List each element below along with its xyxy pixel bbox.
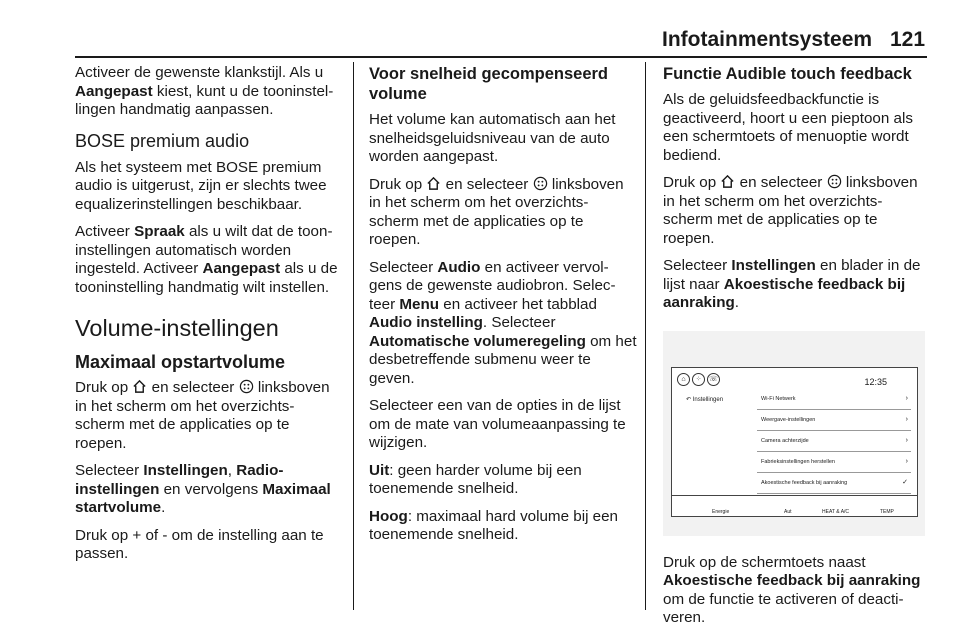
home-icon xyxy=(720,174,735,189)
apps-icon xyxy=(827,174,842,189)
screen-mockup xyxy=(671,367,918,517)
list-item: Weergave-instellingen › xyxy=(757,410,911,431)
column-1 xyxy=(75,64,343,573)
paragraph: Druk op en selecteer linksboven in het scherm om het overzichts-scherm met de applicaties op te roepen. xyxy=(369,175,624,248)
paragraph: Druk op en selecteer linksboven in het scherm om het overzichts-scherm met de applicaties op te roepen. xyxy=(663,174,918,247)
paragraph: Activeer Spraak als u wilt dat de toon-instellingen automatisch worden ingesteld. Activeer Aangepast als u de tooninstelling handmatig wilt instellen. xyxy=(75,223,338,296)
climate-bar: Energie Aut HEAT & A/C TEMP xyxy=(672,495,917,516)
column-divider-2 xyxy=(645,62,646,610)
column-divider-1 xyxy=(353,62,354,610)
apps-icon xyxy=(533,176,548,191)
paragraph: Selecteer Audio en activeer vervol-gens de gewenste audiobron. Selec-teer Menu en activeer het tabblad Audio instelling. Selecteer Automatische volumeregeling om het desbetreffende submenu weer te geven. xyxy=(369,258,637,387)
paragraph: Selecteer een van de opties in de lijst om de mate van volumeaanpassing te wijzigen. xyxy=(369,397,626,451)
page-number: 121 xyxy=(890,28,926,51)
paragraph: Hoog: maximaal hard volume bij een toenemende snelheid. xyxy=(369,507,619,543)
paragraph: Als het systeem met BOSE premium audio is uitgerust, zijn er slechts twee equalizerinstellingen beschikbaar. xyxy=(75,158,327,213)
subheading-max-volume: Maximaal opstartvolume xyxy=(75,352,286,372)
chapter-heading-volume: Volume-instellingen xyxy=(75,315,279,341)
phone-icon: ☏ xyxy=(707,373,720,386)
paragraph: Selecteer Instellingen en blader in de lijst naar Akoestische feedback bij aanraking. xyxy=(663,257,921,311)
apps-icon: ⁘ xyxy=(692,373,705,386)
list-item: Wi-Fi Netwerk › xyxy=(757,389,911,410)
list-item: Fabrieksinstellingen herstellen › xyxy=(757,452,911,473)
header-title: Infotainmentsysteem xyxy=(662,28,873,51)
paragraph: Druk op de schermtoets naast Akoestische feedback bij aanraking om de functie te activeren of deacti-veren. xyxy=(663,553,921,626)
list-item: Akoestische feedback bij aanraking ✓ xyxy=(757,473,911,494)
home-icon: ⌂ xyxy=(677,373,690,386)
paragraph: Het volume kan automatisch aan het snelheidsgeluidsniveau van de auto worden aangepast. xyxy=(369,111,616,165)
apps-icon xyxy=(239,379,254,394)
section-heading-audible: Functie Audible touch feedback xyxy=(663,65,912,83)
paragraph: Activeer de gewenste klankstijl. Als u Aangepast kiest, kunt u de tooninstel-lingen handmatig aanpassen. xyxy=(75,64,334,118)
paragraph: Druk op en selecteer linksboven in het scherm om het overzichts-scherm met de applicaties op te roepen. xyxy=(75,379,330,452)
paragraph: Selecteer Instellingen, Radio-instellingen en vervolgens Maximaal startvolume. xyxy=(75,462,331,516)
settings-screen-figure xyxy=(663,331,925,536)
back-label: ↶ Instellingen xyxy=(686,396,724,403)
clock: 12:35 xyxy=(864,376,887,387)
paragraph: Als de geluidsfeedbackfunctie is geactiveerd, hoort u een pieptoon als een schermtoets of menuoptie wordt bediend. xyxy=(663,91,913,164)
home-icon xyxy=(426,176,441,191)
settings-list xyxy=(757,389,911,494)
header-rule xyxy=(75,56,927,58)
section-heading-speed-volume: Voor snelheid gecompenseerd volume xyxy=(369,65,609,103)
column-2 xyxy=(369,64,637,554)
section-heading-bose: BOSE premium audio xyxy=(75,130,250,151)
home-icon xyxy=(132,379,147,394)
column-3 xyxy=(663,64,927,637)
paragraph: Druk op + of - om de instelling aan te passen. xyxy=(75,526,324,562)
paragraph: Uit: geen harder volume bij een toenemende snelheid. xyxy=(369,461,582,497)
list-item: Camera achterzijde › xyxy=(757,431,911,452)
